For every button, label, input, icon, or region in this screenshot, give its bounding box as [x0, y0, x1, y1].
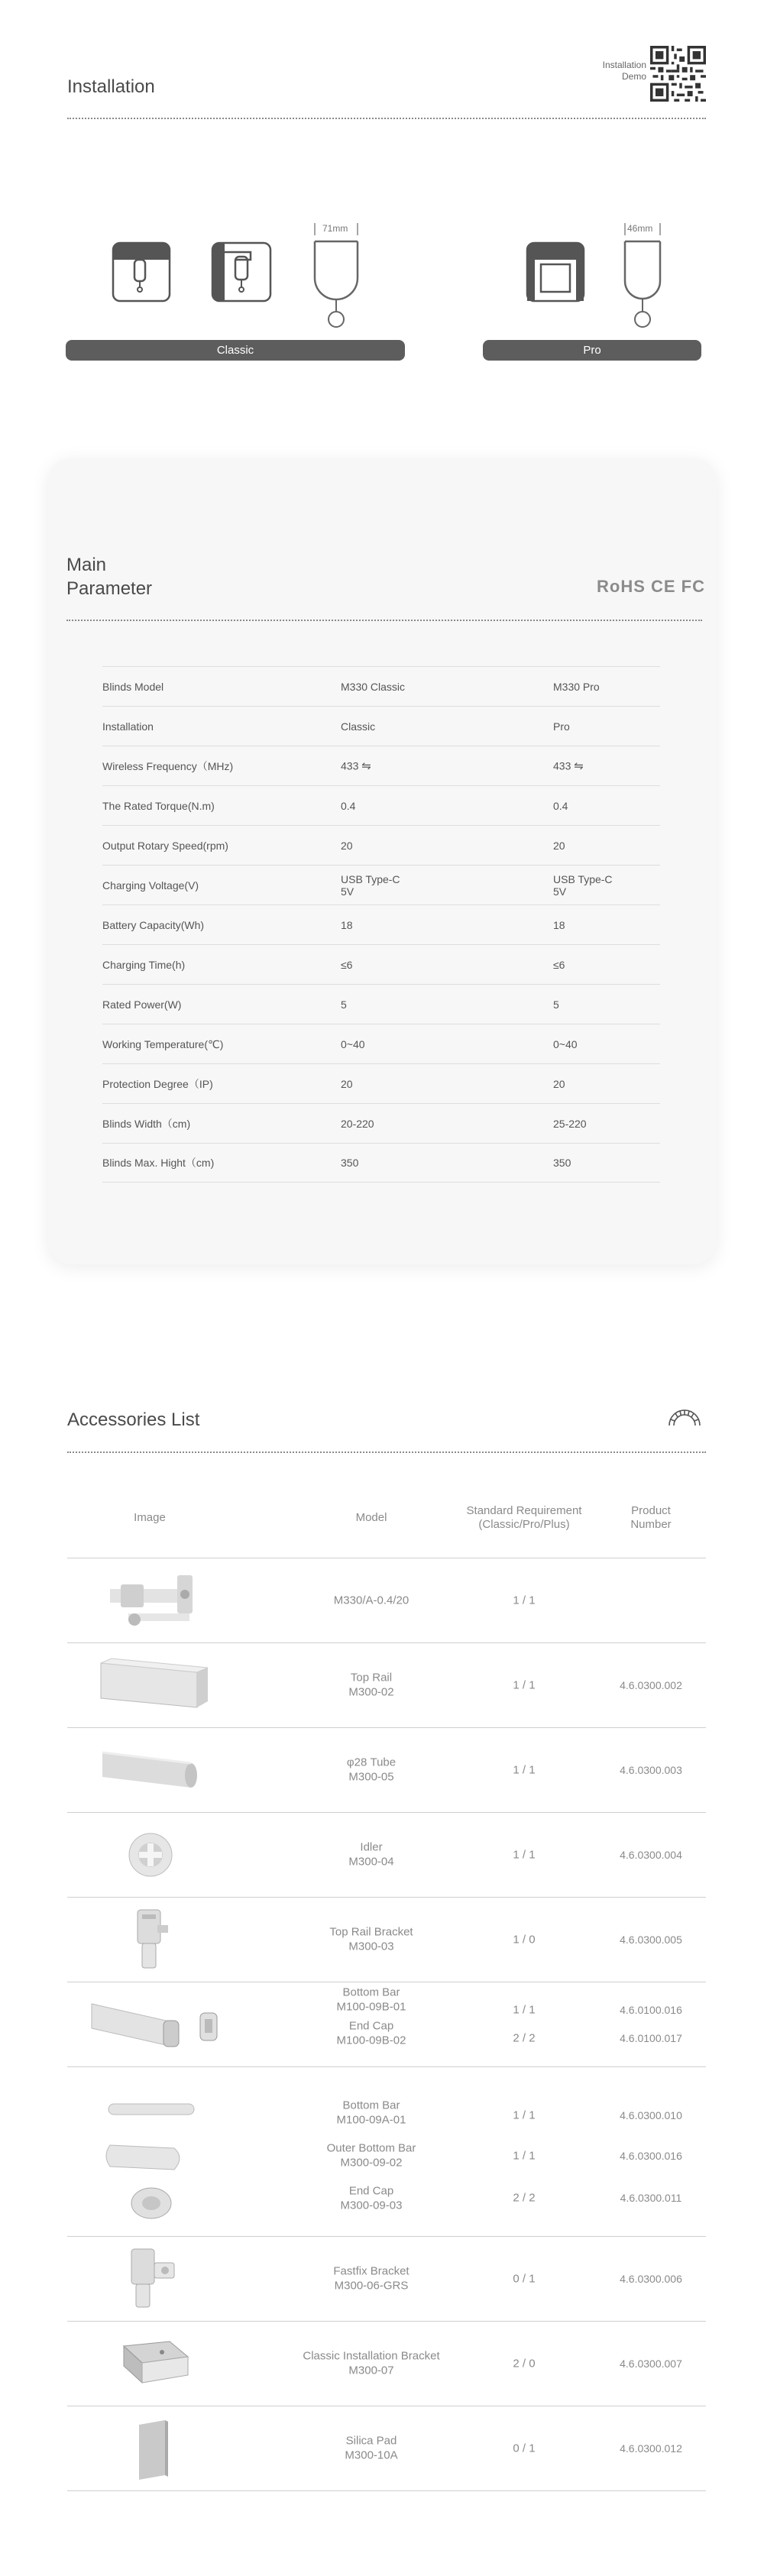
accessory-name: End Cap: [348, 2184, 394, 2198]
accessory-qty: 1 / 1: [513, 1763, 536, 1777]
header-standard-line2: (Classic/Pro/Plus): [478, 1518, 570, 1531]
header-product-number: [630, 1504, 671, 1532]
param-row: [102, 1024, 660, 1063]
param-row: [102, 905, 660, 944]
motor-image: [105, 1568, 200, 1633]
accessory-name: Outer Bottom Bar: [326, 2141, 416, 2155]
accessory-code: M300-02: [348, 1685, 394, 1699]
accessory-name: Top Rail Bracket: [329, 1925, 413, 1939]
accessory-row: [67, 2406, 706, 2491]
accessory-row: [67, 2237, 706, 2322]
bottom-bar-a-image: [105, 2098, 197, 2121]
accessory-name: Classic Installation Bracket: [303, 2349, 440, 2363]
param-classic: 350: [341, 1157, 359, 1169]
classic-label-bar: Classic: [66, 340, 405, 361]
param-row: [102, 746, 660, 785]
param-label: Charging Voltage(V): [102, 879, 199, 892]
param-row: [102, 706, 660, 746]
header-model: Model: [355, 1511, 387, 1524]
pro-motor-dimension-icon: [623, 220, 662, 331]
wall-mount-icon: [211, 241, 272, 303]
classic-dimension-label: 71mm: [322, 223, 348, 234]
accessories-divider: [67, 1451, 706, 1453]
idler-image: [125, 1830, 176, 1880]
pro-mount-icon: [526, 241, 585, 303]
accessory-code: M300-10A: [345, 2448, 398, 2462]
accessories-title: Accessories List: [67, 1409, 200, 1430]
installation-demo-label: [585, 60, 646, 83]
accessory-qty: 2 / 2: [513, 2191, 536, 2205]
header-product-line2: Number: [630, 1518, 672, 1531]
param-pro: 5: [553, 998, 559, 1011]
param-pro: 350: [553, 1157, 571, 1169]
param-classic: 433: [341, 759, 359, 772]
wireless-icon: ⇋: [361, 759, 371, 772]
accessory-code: M100-09B-02: [336, 2034, 406, 2047]
param-label: Working Temperature(℃): [102, 1037, 224, 1050]
param-pro: 433: [553, 759, 571, 772]
product-number: 4.6.0100.017: [620, 2032, 682, 2044]
top-rail-bracket-image: [131, 1907, 173, 1974]
product-number: 4.6.0300.011: [620, 2192, 682, 2204]
param-pro: 0~40: [553, 1037, 578, 1050]
ceiling-mount-icon: [112, 241, 171, 303]
fan-arc-icon: [666, 1407, 703, 1427]
product-number: 4.6.0300.016: [620, 2150, 682, 2162]
param-row: [102, 944, 660, 984]
accessory-name: Fastfix Bracket: [333, 2264, 410, 2278]
header-standard: [467, 1504, 582, 1532]
accessory-code: M300-06-GRS: [334, 2279, 409, 2293]
accessory-qty: 0 / 1: [513, 2442, 536, 2455]
param-row: [102, 865, 660, 905]
accessory-row: [67, 1558, 706, 1643]
accessory-code: M300-09-02: [340, 2156, 403, 2170]
parameter-title-line2: Parameter: [66, 578, 153, 599]
accessory-qty: 1 / 1: [513, 2149, 536, 2163]
accessory-name: Idler: [360, 1840, 383, 1854]
top-rail-image: [96, 1657, 211, 1710]
accessory-qty: 1 / 0: [513, 1933, 536, 1947]
parameter-title: [66, 553, 152, 600]
header-product-line1: Product: [631, 1504, 671, 1517]
wireless-icon: ⇋: [574, 759, 584, 772]
param-label: Blinds Max. Hight（cm): [102, 1157, 215, 1169]
accessory-row: [67, 2322, 706, 2406]
param-row: [102, 984, 660, 1024]
demo-label-line1: Installation: [602, 60, 646, 70]
accessory-code: M300-05: [348, 1770, 394, 1784]
accessory-code: M100-09A-01: [336, 2113, 406, 2127]
accessory-row: [67, 1643, 706, 1728]
main-parameter-card: [48, 458, 717, 1264]
param-pro: 0.4: [553, 799, 568, 812]
param-classic: 20: [341, 1077, 353, 1090]
param-pro: 20: [553, 839, 565, 852]
product-number: 4.6.0300.010: [620, 2109, 682, 2121]
param-classic: Classic: [341, 720, 376, 733]
product-number: 4.6.0300.005: [620, 1934, 682, 1946]
param-row: [102, 1103, 660, 1143]
param-pro-wrap: [553, 759, 584, 772]
certification-marks: RoHS CE FC: [597, 577, 705, 596]
accessory-row: [67, 1898, 706, 1982]
param-classic: ≤6: [341, 958, 353, 971]
param-classic: USB Type-C 5V: [341, 872, 400, 898]
param-classic: 20: [341, 839, 353, 852]
param-pro: M330 Pro: [553, 680, 600, 693]
demo-label-line2: Demo: [621, 71, 646, 82]
param-classic-wrap: [341, 759, 371, 772]
accessory-name: M330/A-0.4/20: [333, 1594, 410, 1607]
product-number: 4.6.0300.012: [620, 2442, 682, 2455]
accessory-qty: 1 / 1: [513, 1678, 536, 1692]
accessory-row: [67, 1982, 706, 2067]
classic-motor-dimension-icon: [312, 220, 361, 331]
param-pro: 20: [553, 1077, 565, 1090]
accessory-name: Silica Pad: [345, 2434, 397, 2448]
param-classic: 18: [341, 918, 353, 931]
accessory-qty: 2 / 2: [513, 2031, 536, 2045]
param-classic: M330 Classic: [341, 680, 406, 693]
pro-dimension-label: 46mm: [627, 223, 653, 234]
accessory-qty: 1 / 1: [513, 2003, 536, 2017]
product-number: 4.6.0100.016: [620, 2004, 682, 2016]
accessory-qty: 1 / 1: [513, 1594, 536, 1607]
header-image: Image: [134, 1511, 166, 1524]
accessory-qty: 1 / 1: [513, 1848, 536, 1862]
accessory-code: M300-07: [348, 2364, 394, 2377]
param-row: [102, 825, 660, 865]
header-standard-line1: Standard Requirement: [466, 1504, 582, 1517]
param-label: Protection Degree（IP): [102, 1077, 213, 1090]
param-pro: ≤6: [553, 958, 565, 971]
accessory-name: Bottom Bar: [342, 1985, 400, 1999]
installation-title: Installation: [67, 76, 155, 97]
pro-label-bar: Pro: [483, 340, 701, 361]
param-pro: Pro: [553, 720, 570, 733]
accessories-table-header: [67, 1478, 706, 1558]
parameter-divider: [66, 620, 702, 621]
accessory-row: [67, 1728, 706, 1813]
param-label: Rated Power(W): [102, 998, 182, 1011]
accessory-row: [67, 1813, 706, 1898]
param-pro: 18: [553, 918, 565, 931]
accessory-code: M300-03: [348, 1940, 394, 1953]
outer-bottom-bar-image: [105, 2137, 189, 2176]
param-label: Wireless Frequency（MHz): [102, 759, 234, 772]
param-label: Battery Capacity(Wh): [102, 918, 205, 931]
param-pro: 25-220: [553, 1117, 587, 1130]
param-row: [102, 1063, 660, 1103]
silica-pad-image: [134, 2417, 173, 2481]
param-classic: 0~40: [341, 1037, 365, 1050]
accessory-name: Bottom Bar: [342, 2099, 400, 2112]
product-number: 4.6.0300.004: [620, 1849, 682, 1861]
accessory-code: M300-09-03: [340, 2199, 403, 2212]
param-row: [102, 785, 660, 825]
param-classic: 5: [341, 998, 347, 1011]
accessory-name: φ28 Tube: [346, 1756, 397, 1769]
classic-bracket-image: [116, 2338, 193, 2387]
product-number: 4.6.0300.002: [620, 1679, 682, 1691]
accessory-name: Top Rail: [350, 1671, 393, 1684]
accessory-row: [67, 2067, 706, 2237]
param-row: [102, 666, 660, 706]
product-number: 4.6.0300.006: [620, 2273, 682, 2285]
accessory-qty: 1 / 1: [513, 2108, 536, 2122]
param-label: Blinds Model: [102, 680, 164, 693]
parameter-table: [102, 666, 660, 1183]
installation-divider: [67, 118, 706, 119]
param-row: [102, 1143, 660, 1183]
end-cap-image: [121, 2183, 182, 2222]
accessory-code: M100-09B-01: [336, 2000, 406, 2014]
fastfix-bracket-image: [127, 2246, 180, 2313]
param-label: Charging Time(h): [102, 958, 186, 971]
tube-image: [99, 1746, 206, 1792]
qr-code-icon[interactable]: [650, 46, 706, 102]
accessory-name: End Cap: [348, 2019, 394, 2033]
accessory-code: M300-04: [348, 1855, 394, 1869]
param-label: Installation: [102, 720, 154, 733]
product-number: 4.6.0300.003: [620, 1764, 682, 1776]
param-classic: 20-220: [341, 1117, 374, 1130]
parameter-title-line1: Main: [66, 555, 107, 575]
param-label: The Rated Torque(N.m): [102, 799, 215, 812]
product-number: 4.6.0300.007: [620, 2358, 682, 2370]
bottom-bar-b-image: [89, 1998, 226, 2051]
param-pro: USB Type-C 5V: [553, 872, 613, 898]
param-classic: 0.4: [341, 799, 356, 812]
param-label: Blinds Width（cm): [102, 1117, 191, 1130]
param-label: Output Rotary Speed(rpm): [102, 839, 228, 852]
accessory-qty: 0 / 1: [513, 2272, 536, 2286]
accessory-qty: 2 / 0: [513, 2357, 536, 2371]
